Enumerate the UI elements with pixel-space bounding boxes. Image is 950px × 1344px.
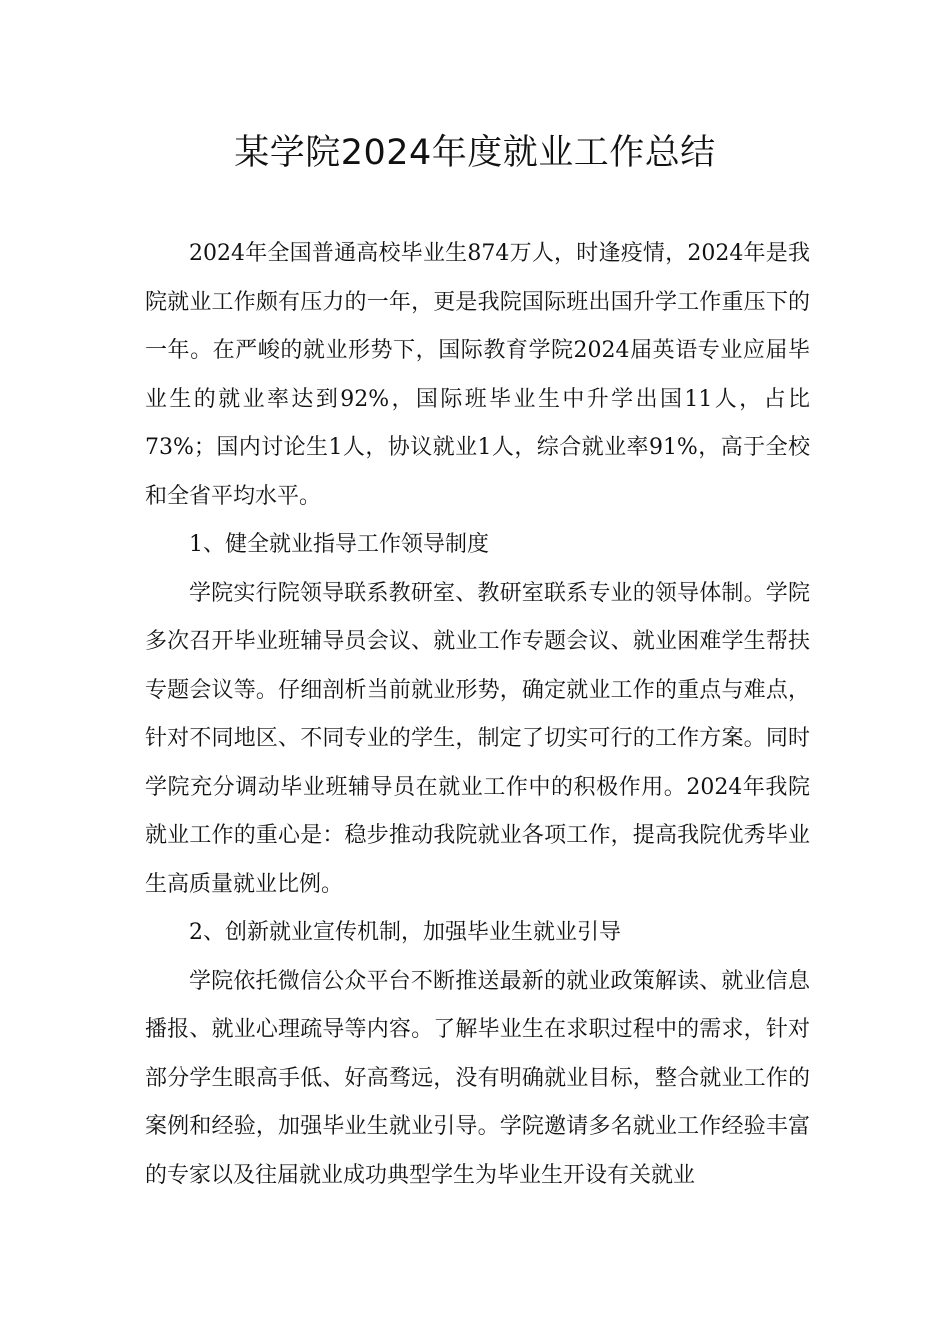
document-body <box>145 230 810 1200</box>
document-title: 某学院2024年度就业工作总结 <box>234 133 716 173</box>
paragraph-section-1: 学院实行院领导联系教研室、教研室联系专业的领导体制。学院多次召开毕业班辅导员会议、就业工作专题会议、就业困难学生帮扶专题会议等。仔细剖析当前就业形势，确定就业工作的重点与难点，针对不同地区、不同专业的学生，制定了切实可行的工作方案。同时学院充分调动毕业班辅导员在就业工作中的积极作用。2024年我院就业工作的重心是：稳步推动我院就业各项工作，提高我院优秀毕业生高质量就业比例。 <box>145 580 810 897</box>
paragraph-intro: 2024年全国普通高校毕业生874万人，时逢疫情，2024年是我院就业工作颇有压力的一年，更是我院国际班出国升学工作重压下的一年。在严峻的就业形势下，国际教育学院2024届英语专业应届毕业生的就业率达到92%，国际班毕业生中升学出国11人，占比73%；国内讨论生1人，协议就业1人，综合就业率91%，高于全校和全省平均水平。 <box>145 241 810 509</box>
paragraph-section-2: 学院依托微信公众平台不断推送最新的就业政策解读、就业信息播报、就业心理疏导等内容。了解毕业生在求职过程中的需求，针对部分学生眼高手低、好高骛远，没有明确就业目标，整合就业工作的案例和经验，加强毕业生就业引导。学院邀请多名就业工作经验丰富的专家以及往届就业成功典型学生为毕业生开设有关就业 <box>145 968 810 1188</box>
section-heading-2: 2、创新就业宣传机制，加强毕业生就业引导 <box>189 920 621 945</box>
section-heading-1: 1、健全就业指导工作领导制度 <box>189 532 489 557</box>
